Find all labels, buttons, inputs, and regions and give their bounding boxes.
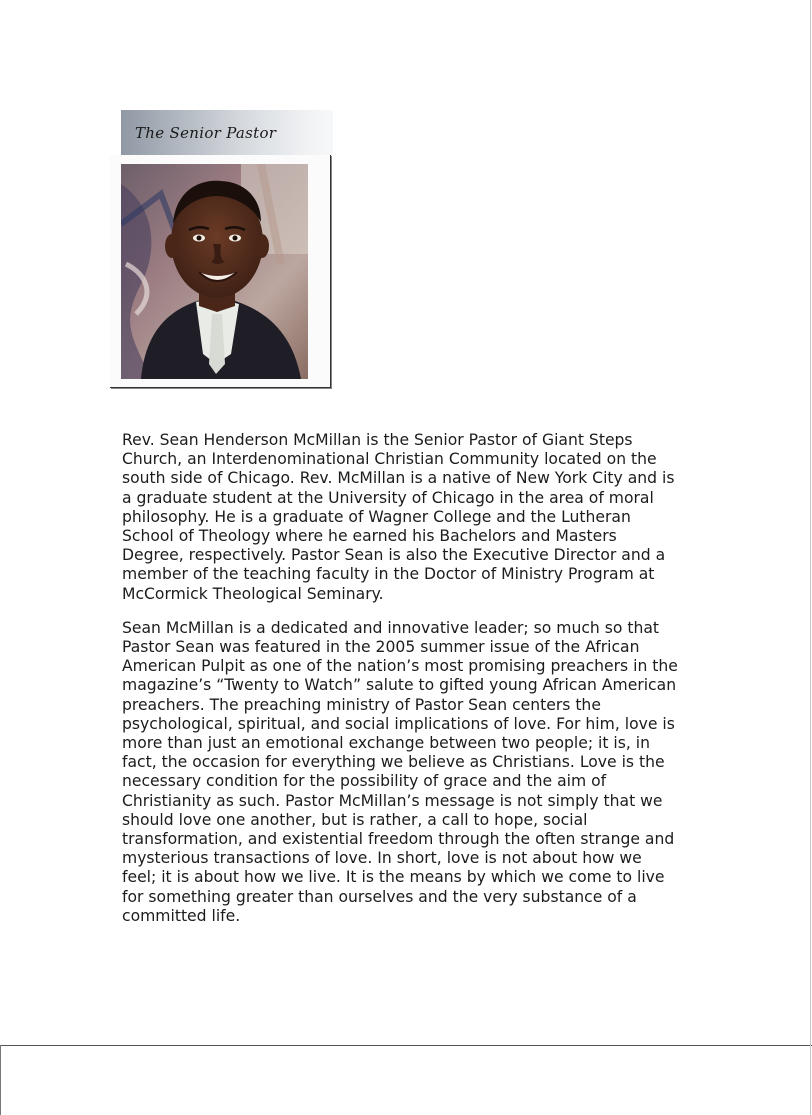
bio-paragraph-2: Sean McMillan is a dedicated and innovative leader; so much so that Pastor Sean was featured in the 2005 summer issue of the African American Pulpit as one of the nation’s most promising preachers in the magazine’s “Twenty to Watch” salute to gifted young African American preachers. The preaching ministry of Pastor Sean centers the psychological, spiritual, and social implications of love. For him, love is more than just an emotional exchange between two people; it is, in fact, the occasion for everything we believe as Christians. Love is the necessary condition for the possibility of grace and the aim of Christianity as such. Pastor McMillan’s message is not simply that we should love one another, but is rather, a call to hope, social transformation, and existential freedom through the often strange and mysterious transactions of love. In short, love is not about how we feel; it is about how we live. It is the means by which we come to live for something greater than ourselves and the very substance of a committed life.	[122, 618, 678, 925]
pastor-portrait-icon	[121, 164, 308, 379]
scan-right-edge	[810, 0, 811, 1115]
section-header-banner	[121, 110, 333, 155]
scan-fold-line	[0, 1045, 812, 1046]
section-title: The Senior Pastor	[135, 124, 277, 142]
bio-paragraph-1: Rev. Sean Henderson McMillan is the Senior Pastor of Giant Steps Church, an Interdenominational Christian Community located on the south side of Chicago. Rev. McMillan is a native of New York City and is a graduate student at the University of Chicago in the area of moral philosophy. He is a graduate of Wagner College and the Lutheran School of Theology where he earned his Bachelors and Masters Degree, respectively. Pastor Sean is also the Executive Director and a member of the teaching faculty in the Doctor of Ministry Program at McCormick Theological Seminary.	[122, 431, 675, 603]
photo-frame	[110, 155, 331, 388]
pastor-biography	[122, 431, 702, 941]
scan-left-edge	[0, 1045, 1, 1115]
pastor-portrait-photo	[121, 164, 308, 379]
